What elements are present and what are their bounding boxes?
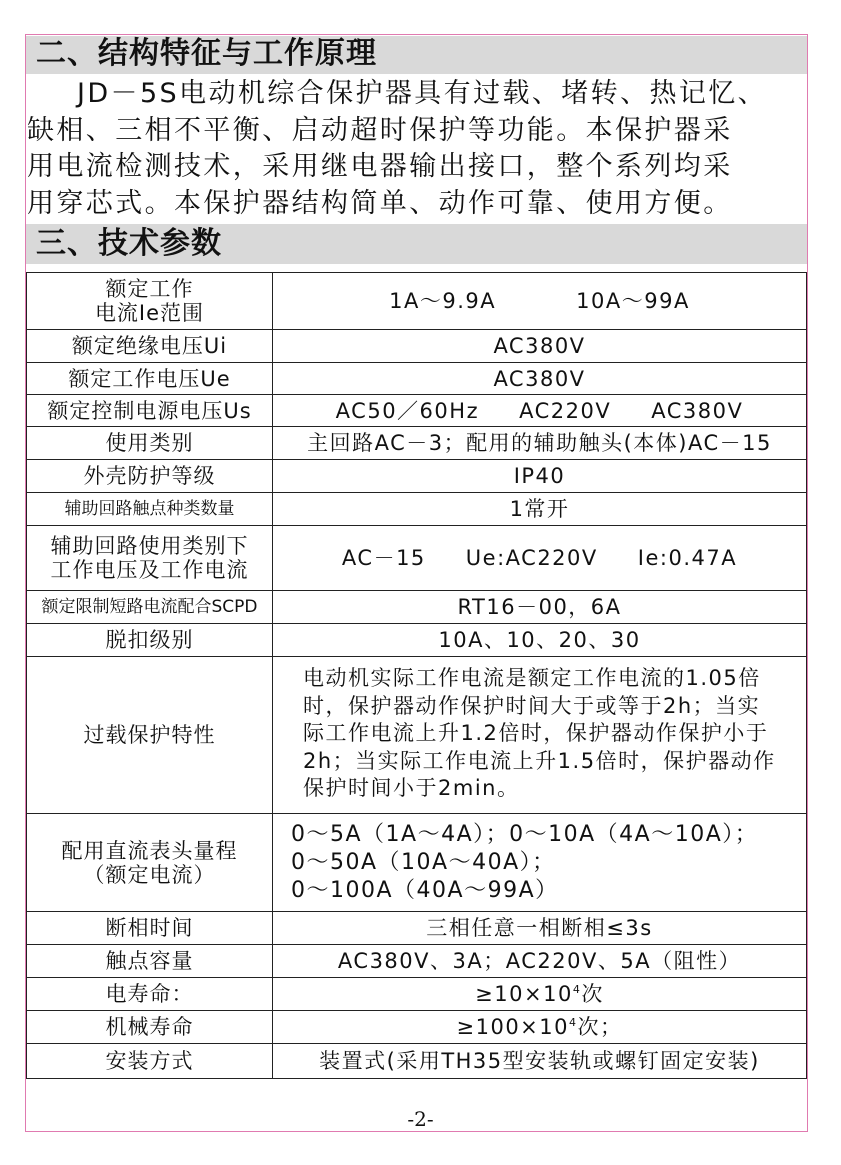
param-value: 0～5A（1A～4A）；0～10A（4A～10A）； 0～50A（10A～40A）； 0～100A（40A～99A） xyxy=(273,814,807,912)
section-heading-structure: 二、结构特征与工作原理 xyxy=(26,36,807,74)
param-label: 辅助回路使用类别下 工作电压及工作电流 xyxy=(27,526,273,591)
param-value: 1常开 xyxy=(273,493,807,526)
param-label: 额定限制短路电流配合SCPD xyxy=(27,591,273,624)
table-row xyxy=(27,1044,807,1079)
page-number: -2- xyxy=(407,1107,434,1131)
paragraph-line: 缺相、三相不平衡、启动超时保护等功能。本保护器采 xyxy=(27,114,733,146)
table-row xyxy=(27,814,807,912)
param-label: 额定工作电压Ue xyxy=(27,363,273,395)
param-label: 电寿命： xyxy=(27,978,273,1011)
param-label: 安装方式 xyxy=(27,1044,273,1079)
table-row xyxy=(27,363,807,395)
param-value: 三相任意一相断相≤3s xyxy=(273,912,807,945)
param-label: 配用直流表头量程 （额定电流） xyxy=(27,814,273,912)
table-row xyxy=(27,912,807,945)
param-value: AC－15 Ue:AC220V Ie:0.47A xyxy=(273,526,807,591)
table-row xyxy=(27,945,807,978)
param-label: 辅助回路触点种类数量 xyxy=(27,493,273,526)
table-row xyxy=(27,526,807,591)
param-value: $\ge 10\times 10^4$次 xyxy=(273,978,807,1011)
param-value: RT16－00，6A xyxy=(273,591,807,624)
paragraph-line: JD－5S电动机综合保护器具有过载、堵转、热记忆、 xyxy=(77,78,768,109)
table-row xyxy=(27,978,807,1011)
param-value: 1A～9.9A 10A～99A xyxy=(273,273,807,330)
table-row xyxy=(27,273,807,330)
section-heading-tech-params: 三、技术参数 xyxy=(26,224,807,264)
param-label: 额定绝缘电压Ui xyxy=(27,330,273,363)
param-value: 主回路AC－3；配用的辅助触头(本体)AC－15 xyxy=(273,427,807,460)
paragraph-line: 用穿芯式。本保护器结构简单、动作可靠、使用方便。 xyxy=(27,187,733,219)
param-label: 脱扣级别 xyxy=(27,624,273,657)
table-row xyxy=(27,330,807,363)
param-label: 过载保护特性 xyxy=(27,657,273,814)
param-label: 额定工作 电流Ie范围 xyxy=(27,273,273,330)
table-row xyxy=(27,624,807,657)
paragraph-line: 用电流检测技术，采用继电器输出接口，整个系列均采 xyxy=(27,151,733,182)
table-row xyxy=(27,460,807,493)
table-row xyxy=(27,493,807,526)
param-value: AC50／60Hz AC220V AC380V xyxy=(273,395,807,427)
param-value: AC380V、3A；AC220V、5A（阻性） xyxy=(273,945,807,978)
param-value: IP40 xyxy=(273,460,807,493)
param-label: 机械寿命 xyxy=(27,1011,273,1044)
param-label: 触点容量 xyxy=(27,945,273,978)
table-row xyxy=(27,395,807,427)
param-value: AC380V xyxy=(273,363,807,395)
param-value: 装置式(采用TH35型安装轨或螺钉固定安装) xyxy=(273,1044,807,1079)
param-label: 外壳防护等级 xyxy=(27,460,273,493)
structure-paragraph xyxy=(27,76,817,222)
param-label: 使用类别 xyxy=(27,427,273,460)
table-row xyxy=(27,427,807,460)
param-label: 断相时间 xyxy=(27,912,273,945)
param-value: 电动机实际工作电流是额定工作电流的1.05倍 时，保护器动作保护时间大于或等于2h；当实 际工作电流上升1.2倍时，保护器动作保护小于 2h；当实际工作电流上升1.5倍时，保护器动作 保护时间小于2min。 xyxy=(273,657,807,814)
table-row xyxy=(27,591,807,624)
param-label: 额定控制电源电压Us xyxy=(27,395,273,427)
param-value: AC380V xyxy=(273,330,807,363)
param-value: 10A、10、20、30 xyxy=(273,624,807,657)
table-row xyxy=(27,1011,807,1044)
tech-params-table xyxy=(26,272,807,1079)
table-row xyxy=(27,657,807,814)
param-value: $\ge 100\times 10^4$次； xyxy=(273,1011,807,1044)
